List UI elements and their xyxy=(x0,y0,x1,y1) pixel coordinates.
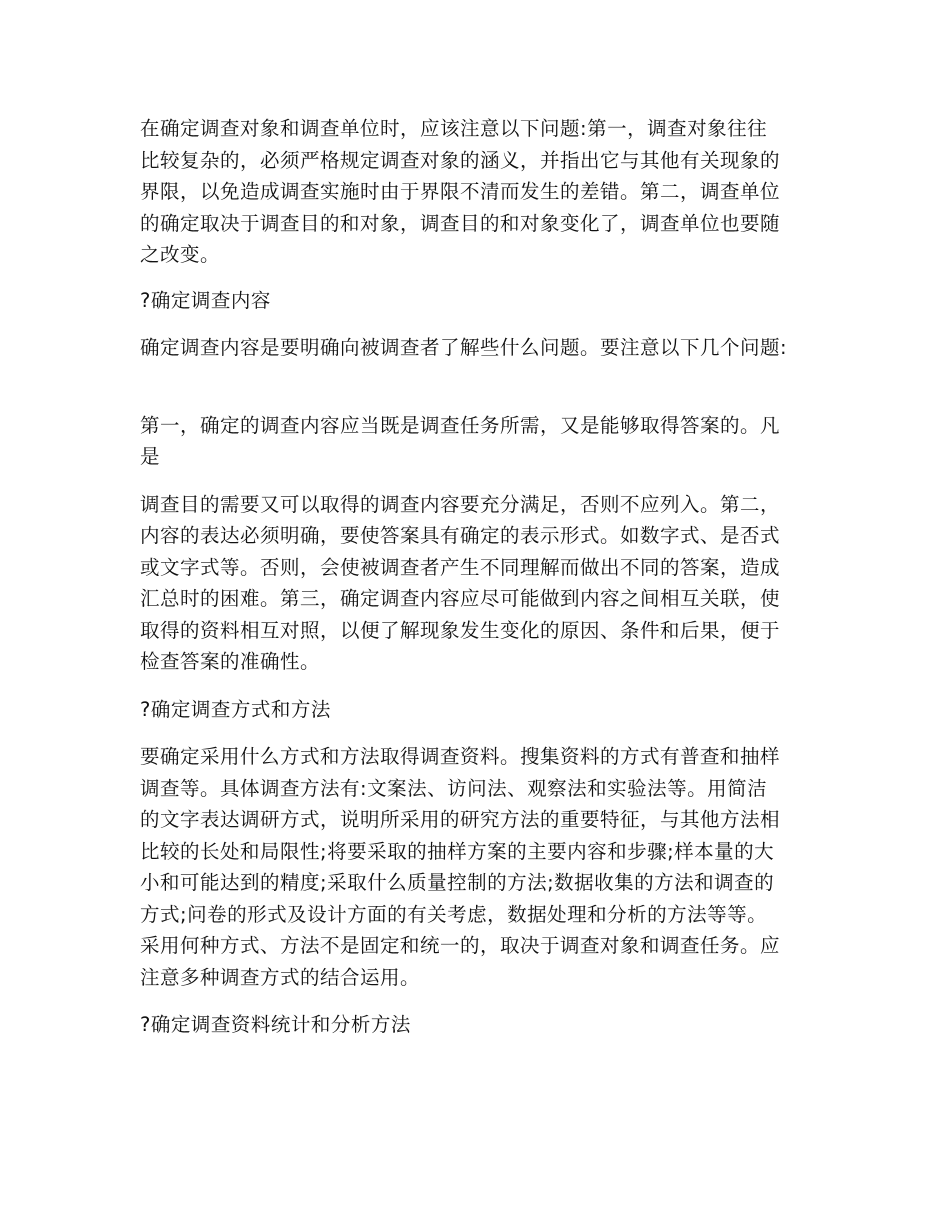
paragraph-content-first: 第一，确定的调查内容应当既是调查任务所需，又是能够取得答案的。凡 是 xyxy=(140,413,781,468)
paragraph-survey-object: 在确定调查对象和调查单位时，应该注意以下问题:第一，调查对象往往 比较复杂的，必须严格规定调查对象的涵义，并指出它与其他有关现象的 界限，以免造成调查实施时由于界限不清而发生的差错。第二，调查单位 的确定取决于调查目的和对象，调查目的和对象变化了，调查单位也要随 之改变。 xyxy=(140,117,781,266)
spacer xyxy=(140,364,820,410)
heading-data-analysis: ?确定调查资料统计和分析方法 xyxy=(140,1013,411,1036)
spacer xyxy=(140,316,820,332)
paragraph-survey-method: 要确定采用什么方式和方法取得调查资料。搜集资料的方式有普查和抽样 调查等。具体调查方法有:文案法、访问法、观察法和实验法等。用简洁 的文字表达调研方式，说明所采用的研究方法的重要特征，与其他方法相 比较的长处和局限性;将要采取的抽样方案的主要内容和步骤;样本量的大 小和可能达到的精度;采取什么质量控制的方法;数据收集的方法和调查的 方式;问卷的形式及设计方面的有关考虑，数据处理和分析的方法等等。 采用何种方式、方法不是固定和统一的，取决于调查对象和调查任务。应 注意多种调查方式的结合运用。 xyxy=(140,745,781,989)
document-page xyxy=(140,113,820,1041)
spacer xyxy=(140,725,820,741)
heading-survey-method: ?确定调查方式和方法 xyxy=(140,697,331,721)
spacer xyxy=(140,678,820,694)
paragraph-content-intro: 确定调查内容是要明确向被调查者了解些什么问题。要注意以下几个问题: xyxy=(140,336,788,359)
spacer xyxy=(140,473,820,489)
spacer xyxy=(140,993,820,1009)
spacer xyxy=(140,271,820,285)
heading-survey-content: ?确定调查内容 xyxy=(140,288,271,312)
paragraph-content-details: 调查目的需要又可以取得的调查内容要充分满足，否则不应列入。第二， 内容的表达必须明确，要使答案具有确定的表示形式。如数字式、是否式 或文字式等。否则，会使被调查者产生不同理解而做出不同的答案，造成 汇总时的困难。第三，确定调查内容应尽可能做到内容之间相互关联，使 取得的资料相互对照，以便了解现象发生变化的原因、条件和后果，便于 检查答案的准确性。 xyxy=(140,492,781,673)
